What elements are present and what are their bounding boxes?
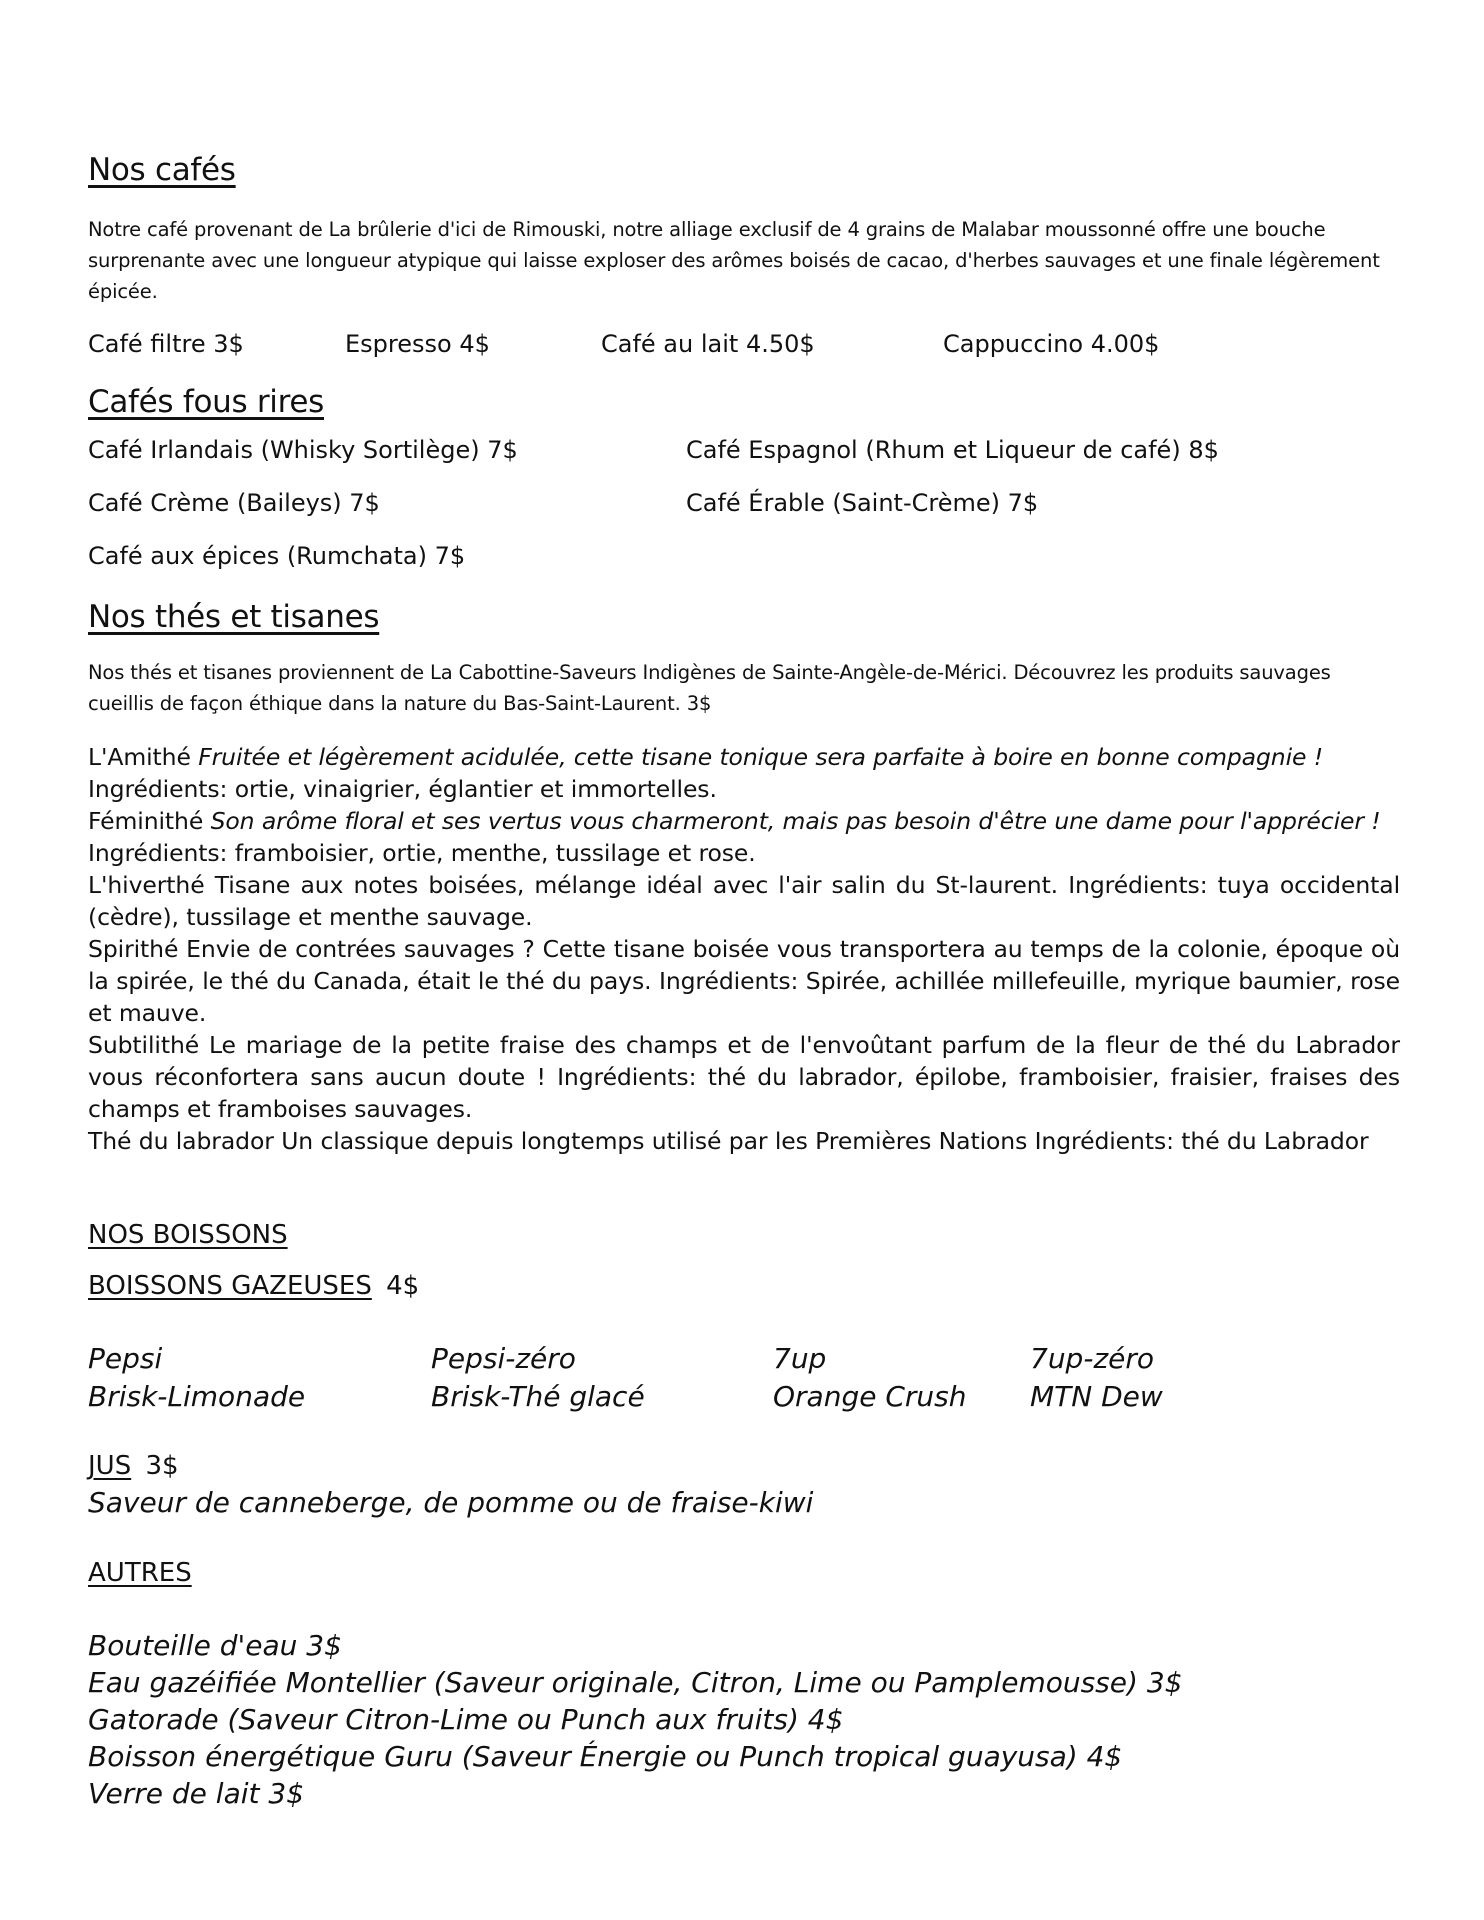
tea-item [88,741,1400,773]
tea-desc: Un classique depuis longtemps utilisé par les Premières Nations Ingrédients: thé du Labrador [281,1127,1369,1155]
menu-page [88,150,1400,1812]
boissons-title: NOS BOISSONS [88,1220,288,1250]
tea-desc: Fruitée et légèrement acidulée, cette tisane tonique sera parfaite à boire en bonne compagnie ! [198,743,1324,771]
soda-item: Brisk-Thé glacé [431,1380,645,1413]
gazeuses-heading [88,1268,1400,1304]
gazeuses-list [88,1340,1400,1416]
fous-rires-item: Café Irlandais (Whisky Sortilège) 7$ [88,436,518,464]
thes-intro: Nos thés et tisanes proviennent de La Cabottine-Saveurs Indigènes de Sainte-Angèle-de-Mérici. Découvrez les produits sauvages cueillis de façon éthique dans la nature du Bas-Saint-Laurent. 3$ [88,661,1331,715]
tea-name: Féminithé [88,807,204,835]
tea-list [88,741,1400,1157]
cafe-item: Espresso 4$ [345,330,490,358]
fous-rires-list [88,432,1400,597]
autres-item: Eau gazéifiée Montellier (Saveur originale, Citron, Lime ou Pamplemousse) 3$ [88,1666,1183,1699]
autres-list [88,1627,1400,1812]
tea-item [88,1029,1400,1125]
cafes-list [88,326,1400,362]
soda-item: 7up [773,1342,827,1375]
tea-item [88,805,1400,837]
autres-item: Boisson énergétique Guru (Saveur Énergie ou Punch tropical guayusa) 4$ [88,1740,1123,1773]
fous-rires-item: Café Crème (Baileys) 7$ [88,489,380,517]
jus-desc: Saveur de canneberge, de pomme ou de fraise-kiwi [88,1486,814,1519]
soda-item: MTN Dew [1030,1380,1163,1413]
soda-item: Pepsi [88,1342,163,1375]
cafes-intro: Notre café provenant de La brûlerie d'ici de Rimouski, notre alliage exclusif de 4 grains de Malabar moussonné offre une bouche surprenante avec une longueur atypique qui laisse exploser des arômes boisés de cacao, d'herbes sauvages et une finale légèrement épicée. [88,218,1380,303]
cafe-item: Café filtre 3$ [88,330,244,358]
cafe-item: Cappuccino 4.00$ [943,330,1160,358]
soda-item: Orange Crush [773,1380,967,1413]
gazeuses-price: 4$ [386,1271,420,1301]
autres-title: AUTRES [88,1558,192,1588]
fous-rires-item: Café Érable (Saint-Crème) 7$ [686,489,1039,517]
gazeuses-title: BOISSONS GAZEUSES [88,1271,372,1301]
tea-name: Spirithé [88,935,179,963]
fous-rires-item: Café Espagnol (Rhum et Liqueur de café) 8$ [686,436,1219,464]
cafes-title: Nos cafés [88,152,236,188]
autres-item: Bouteille d'eau 3$ [88,1629,342,1662]
autres-item: Gatorade (Saveur Citron-Lime ou Punch aux fruits) 4$ [88,1703,844,1736]
tea-desc: Son arôme floral et ses vertus vous charmeront, mais pas besoin d'être une dame pour l'apprécier ! [210,807,1381,835]
tea-desc: Le mariage de la petite fraise des champs et de l'envoûtant parfum de la fleur de thé du Labrador vous réconfortera sans aucun doute ! Ingrédients: thé du labrador, épilobe, framboisier, fraisier, fraises des champs et framboises sauvages. [88,1031,1400,1123]
soda-item: 7up-zéro [1030,1342,1155,1375]
jus-price: 3$ [145,1451,179,1481]
tea-name: L'hiverthé [88,871,205,899]
jus-heading [88,1448,1400,1484]
soda-item: Brisk-Limonade [88,1380,306,1413]
autres-item: Verre de lait 3$ [88,1777,305,1810]
tea-item [88,933,1400,1029]
thes-title: Nos thés et tisanes [88,599,380,635]
soda-item: Pepsi-zéro [431,1342,576,1375]
tea-item [88,1125,1400,1157]
jus-title: JUS [88,1451,132,1481]
tea-ingredients: Ingrédients: ortie, vinaigrier, églantier et immortelles. [88,775,717,803]
tea-name: Thé du labrador [88,1127,274,1155]
tea-desc: Envie de contrées sauvages ? Cette tisane boisée vous transportera au temps de la colonie, époque où la spirée, le thé du Canada, était le thé du pays. Ingrédients: Spirée, achillée millefeuille, myrique baumier, rose et mauve. [88,935,1400,1027]
tea-ingredients: Ingrédients: framboisier, ortie, menthe, tussilage et rose. [88,839,756,867]
tea-name: L'Amithé [88,743,191,771]
tea-name: Subtilithé [88,1031,200,1059]
fous-rires-title: Cafés fous rires [88,384,325,420]
cafe-item: Café au lait 4.50$ [601,330,815,358]
tea-item [88,869,1400,933]
tea-desc: Tisane aux notes boisées, mélange idéal avec l'air salin du St-laurent. Ingrédients: tuya occidental (cèdre), tussilage et menthe sauvage. [88,871,1400,931]
fous-rires-item: Café aux épices (Rumchata) 7$ [88,542,466,570]
